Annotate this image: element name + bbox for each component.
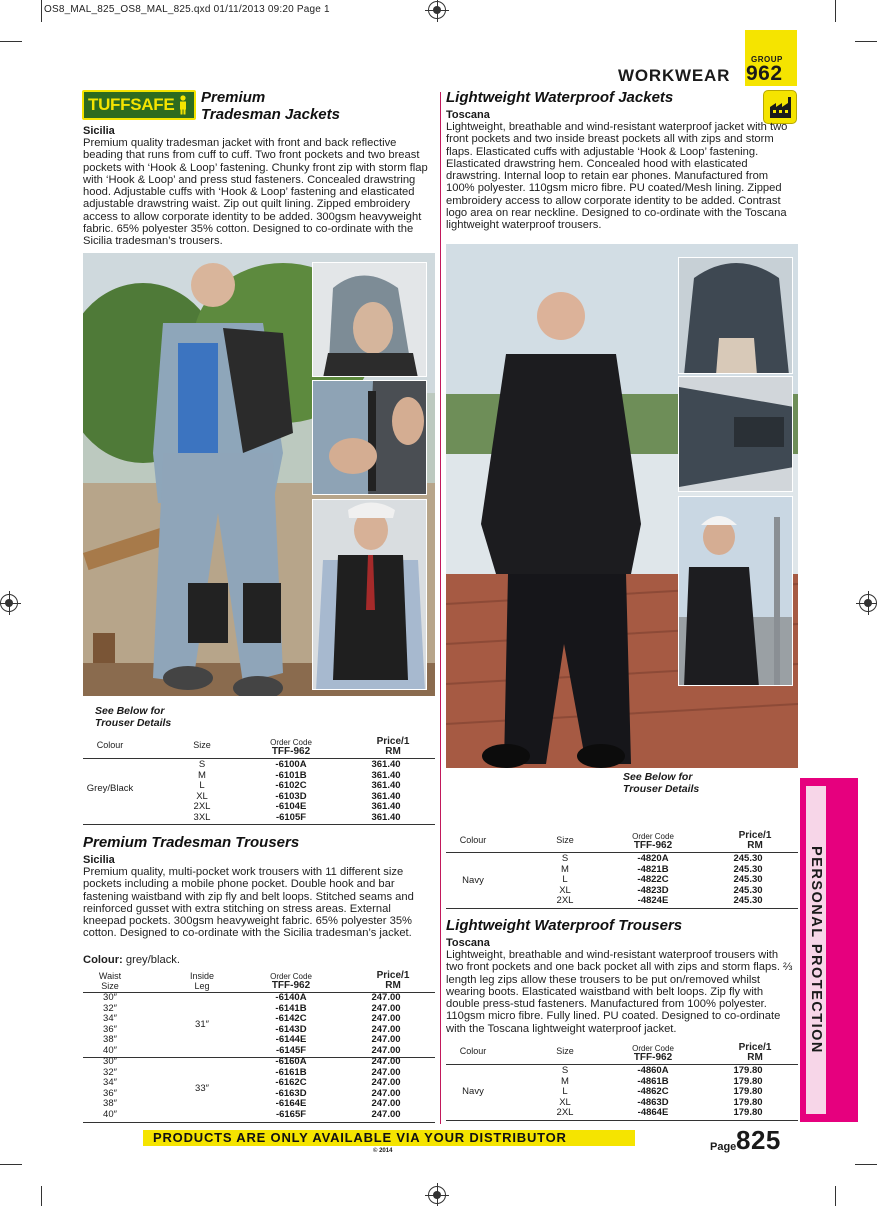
note-line: See Below for — [623, 771, 693, 783]
col-header-waist: Waist — [98, 971, 122, 981]
group-label: GROUP — [751, 55, 783, 64]
table-cell-size: S — [561, 853, 569, 864]
pocket-detail-photo — [312, 380, 427, 495]
table-cell-waist: 40″ — [103, 1109, 117, 1120]
wp-worker-photo — [678, 496, 793, 686]
table-cell-code: -6140A — [275, 992, 307, 1003]
note-line: See Below for — [95, 705, 165, 717]
note-line: Trouser Details — [623, 783, 700, 795]
col-header-size: Size — [193, 740, 211, 750]
col-header-rm: RM — [747, 840, 763, 851]
col-header-inside: Inside — [189, 971, 215, 981]
table-cell-code: -6103D — [275, 790, 307, 802]
col-header-order: Order Code — [632, 1044, 674, 1053]
table-cell-price: 247.00 — [371, 1109, 401, 1120]
table-cell-price: 179.80 — [733, 1075, 763, 1087]
table-cell-size: 2XL — [193, 801, 211, 813]
table-cell-code: -4820A — [637, 853, 669, 864]
col-header-price: Price/1 — [738, 830, 772, 841]
table-cell-waist: 32″ — [103, 1002, 117, 1014]
colour-line — [83, 954, 180, 966]
table-cell-size: M — [561, 1075, 569, 1087]
crop-mark — [41, 1186, 42, 1206]
table-cell-price: 179.80 — [733, 1107, 763, 1119]
table-cell-size: L — [562, 1086, 568, 1098]
col-header-order-code: TFF-962 — [633, 840, 673, 851]
table-cell-waist: 34″ — [103, 1013, 117, 1025]
table-cell-code: -4862C — [637, 1086, 669, 1098]
col-header-rm: RM — [385, 746, 401, 757]
group-number: 962 — [746, 62, 783, 85]
col-header-order: Order Code — [270, 972, 312, 981]
table-cell-size: S — [561, 1065, 569, 1076]
col-header-order: Order Code — [632, 832, 674, 841]
table-cell-code: -6161B — [275, 1066, 307, 1078]
model-name: Sicilia — [83, 125, 115, 137]
registration-mark-icon — [428, 1, 446, 19]
col-header-order-code: TFF-962 — [271, 980, 311, 991]
product-description: Lightweight, breathable and wind-resistant waterproof jacket with two front pockets and two inside breast pockets all with zips and storm flaps. Elasticated cuffs with adjustable ‘Hook & Loop’ fastening. Elasticated drawstring hem. Concealed hood with elasticated drawstring. Internal loop to retain ear phones. Manufactured from 100% polyester. 110gsm micro fibre. PU coated/Mesh lining. Zipped embroidery access to allow corporate identity to be added. Contrast logo area on rear neckline. Designed to co-ordinate with the Toscana lightweight waterproof trousers. — [446, 121, 788, 232]
table-cell-size: L — [562, 874, 568, 886]
crop-mark — [41, 0, 42, 22]
table-rule — [446, 1120, 798, 1121]
product-title-wp-jackets: Lightweight Waterproof Jackets — [446, 89, 674, 106]
product-title-trousers: Premium Tradesman Trousers — [83, 834, 300, 851]
table-cell-price: 361.40 — [371, 769, 401, 781]
page-label: Page — [710, 1141, 737, 1153]
table-cell-size: 2XL — [556, 895, 574, 907]
distributor-banner-text: PRODUCTS ARE ONLY AVAILABLE VIA YOUR DISTRIBUTOR — [153, 1130, 567, 1145]
table-rule — [446, 908, 798, 909]
table-cell-code: -4864E — [637, 1107, 669, 1119]
inside-leg-cell: 33″ — [195, 1083, 209, 1094]
note-line: Trouser Details — [95, 717, 172, 729]
table-cell-price: 179.80 — [733, 1096, 763, 1108]
table-cell-size: XL — [196, 790, 208, 802]
col-header-colour: Colour — [459, 835, 487, 845]
see-below-note — [95, 705, 171, 729]
table-cell-code: -6104E — [275, 801, 307, 813]
table-cell-price: 245.30 — [733, 895, 763, 907]
table-cell-price: 247.00 — [371, 992, 401, 1003]
table-cell-code: -6141B — [275, 1002, 307, 1014]
product-title-jackets — [201, 89, 340, 123]
crop-mark — [0, 1164, 22, 1165]
table-cell-code: -6165F — [275, 1109, 307, 1120]
model-name: Toscana — [446, 109, 490, 121]
table-cell-price: 361.40 — [371, 801, 401, 813]
table-cell-code: -4823D — [637, 884, 669, 896]
table-cell-price: 247.00 — [371, 1045, 401, 1056]
table-cell-price: 179.80 — [733, 1086, 763, 1098]
person-icon — [177, 95, 189, 115]
tuffsafe-logo — [82, 90, 196, 120]
model-name: Sicilia — [83, 854, 115, 866]
logo-text: TUFFSAFE — [88, 95, 175, 114]
col-header-price: Price/1 — [376, 970, 410, 981]
table-cell-code: -4863D — [637, 1096, 669, 1108]
product-description: Lightweight, breathable and wind-resistant waterproof trousers with two front pockets and one back pocket all with zips and storm flaps. ⅔ length leg zips allow these trousers to be put on/removed whilst wearing boots. Elasticated waistband with belt loops. Zip fly with double press-stud fasteners. Manufactured from 100% polyester. 110gsm micro fibre. Fully lined. PU coated. Designed to co-ordinate with the Toscana lightweight waterproof jacket. — [446, 949, 793, 1035]
colour-value: grey/black. — [125, 954, 180, 966]
table-cell-code: -4824E — [637, 895, 669, 907]
inside-leg-cell: 31″ — [195, 1019, 209, 1030]
table-cell-size: 2XL — [556, 1107, 574, 1119]
table-cell-waist: 32″ — [103, 1066, 117, 1078]
table-cell-price: 361.40 — [371, 780, 401, 792]
crop-mark — [855, 1164, 877, 1165]
table-cell-code: -6102C — [275, 780, 307, 792]
table-rule — [83, 1122, 435, 1123]
colour-cell: Navy — [462, 875, 484, 886]
col-header-waist-size: Size — [101, 981, 119, 991]
col-header-order: Order Code — [270, 738, 312, 747]
colour-label: Colour: — [83, 954, 123, 966]
table-cell-code: -4821B — [637, 863, 669, 875]
column-divider — [440, 92, 441, 1124]
product-description: Premium quality tradesman jacket with front and back reflective beading that runs from cuff to cuff. Two front pockets and two breast pockets with ‘Hook & Loop’ fastening. Chunky front zip with storm flap with ‘Hook & Loop’ and press stud fasteners. Concealed drawstring hood. Adjustable cuffs with ‘Hook & Loop’ fastening and elasticated adjustable drawstring waist. Zip out quilt lining. Zipped embroidery access to allow corporate identity to be added. 300gsm heavyweight fabric. 65% polyester 35% cotton. Designed to co-ordinate with the Sicilia tradesman’s trousers. — [83, 137, 428, 248]
wp-cuff-detail-photo — [678, 376, 793, 492]
table-cell-code: -6144E — [275, 1034, 307, 1046]
table-cell-size: S — [198, 759, 206, 770]
table-cell-code: -6160A — [275, 1056, 307, 1067]
table-cell-price: 247.00 — [371, 1066, 401, 1078]
table-cell-size: XL — [559, 1096, 571, 1108]
table-cell-price: 247.00 — [371, 1002, 401, 1014]
title-line: Premium — [201, 89, 266, 106]
table-cell-code: -6163D — [275, 1087, 307, 1099]
wp-hood-detail-photo — [678, 257, 793, 374]
title-line: Tradesman Jackets — [201, 106, 340, 123]
table-cell-price: 361.40 — [371, 790, 401, 802]
table-cell-code: -6142C — [275, 1013, 307, 1025]
table-cell-price: 247.00 — [371, 1056, 401, 1067]
table-cell-code: -4860A — [637, 1065, 669, 1076]
table-cell-code: -4861B — [637, 1075, 669, 1087]
table-cell-waist: 30″ — [103, 992, 117, 1003]
crop-mark — [835, 0, 836, 22]
col-header-colour: Colour — [96, 740, 124, 750]
registration-mark-icon — [0, 594, 18, 612]
col-header-price: Price/1 — [376, 736, 410, 747]
hood-detail-photo — [312, 262, 427, 377]
registration-mark-icon — [428, 1186, 446, 1204]
col-header-order-code: TFF-962 — [633, 1052, 673, 1063]
table-cell-price: 247.00 — [371, 1023, 401, 1035]
file-slug: OS8_MAL_825_OS8_MAL_825.qxd 01/11/2013 09:20 Page 1 — [44, 4, 330, 15]
copyright: © 2014 — [373, 1148, 393, 1154]
table-cell-price: 179.80 — [733, 1065, 763, 1076]
table-cell-code: -6100A — [275, 759, 307, 770]
crop-mark — [835, 1186, 836, 1206]
table-cell-code: -6162C — [275, 1077, 307, 1089]
section-title: WORKWEAR — [618, 66, 731, 85]
table-cell-waist: 36″ — [103, 1087, 117, 1099]
table-cell-price: 247.00 — [371, 1087, 401, 1099]
table-cell-code: -6164E — [275, 1098, 307, 1110]
table-cell-waist: 30″ — [103, 1056, 117, 1067]
see-below-note — [623, 771, 699, 795]
factory-icon — [763, 90, 797, 124]
table-cell-waist: 40″ — [103, 1045, 117, 1056]
crop-mark — [0, 41, 22, 42]
product-title-wp-trousers: Lightweight Waterproof Trousers — [446, 917, 683, 934]
table-cell-code: -6143D — [275, 1023, 307, 1035]
col-header-order-code: TFF-962 — [271, 746, 311, 757]
table-cell-waist: 38″ — [103, 1098, 117, 1110]
table-cell-code: -6101B — [275, 769, 307, 781]
col-header-price: Price/1 — [738, 1042, 772, 1053]
quilt-lining-photo — [312, 499, 427, 690]
col-header-rm: RM — [747, 1052, 763, 1063]
col-header-leg: Leg — [194, 981, 210, 991]
table-cell-price: 247.00 — [371, 1034, 401, 1046]
table-cell-code: -4822C — [637, 874, 669, 886]
colour-cell: Navy — [462, 1086, 484, 1097]
registration-mark-icon — [859, 594, 877, 612]
table-cell-price: 247.00 — [371, 1013, 401, 1025]
table-cell-size: M — [198, 769, 206, 781]
product-description: Premium quality, multi-pocket work trousers with 11 different size pockets including a mobile phone pocket. Double hook and bar fastening waistband with zip fly and belt loops. Stitched seams and reinforced gusset with extra stitching on stress areas. External kneepad pockets. 300gsm heavyweight fabric. 65% polyester 35% cotton. Designed to co-ordinate with the Sicilia tradesman’s jacket. — [83, 866, 414, 940]
model-name: Toscana — [446, 937, 490, 949]
table-cell-price: 247.00 — [371, 1098, 401, 1110]
table-cell-code: -6105F — [275, 812, 307, 823]
table-cell-waist: 34″ — [103, 1077, 117, 1089]
table-cell-price: 245.30 — [733, 853, 763, 864]
crop-mark — [855, 41, 877, 42]
table-cell-price: 245.30 — [733, 874, 763, 886]
table-cell-price: 247.00 — [371, 1077, 401, 1089]
col-header-size: Size — [556, 1046, 574, 1056]
col-header-rm: RM — [385, 980, 401, 991]
table-cell-size: 3XL — [193, 812, 211, 823]
side-tab-label: PERSONAL PROTECTION — [808, 846, 824, 1054]
page-number: 825 — [736, 1125, 781, 1155]
table-cell-waist: 36″ — [103, 1023, 117, 1035]
table-cell-price: 361.40 — [371, 812, 401, 823]
table-cell-size: XL — [559, 884, 571, 896]
col-header-size: Size — [556, 835, 574, 845]
table-cell-code: -6145F — [275, 1045, 307, 1056]
colour-cell: Grey/Black — [86, 783, 134, 794]
table-cell-price: 361.40 — [371, 759, 401, 770]
table-rule — [83, 824, 435, 825]
table-cell-price: 245.30 — [733, 863, 763, 875]
col-header-colour: Colour — [459, 1046, 487, 1056]
table-cell-price: 245.30 — [733, 884, 763, 896]
table-cell-waist: 38″ — [103, 1034, 117, 1046]
table-cell-size: M — [561, 863, 569, 875]
table-cell-size: L — [199, 780, 205, 792]
